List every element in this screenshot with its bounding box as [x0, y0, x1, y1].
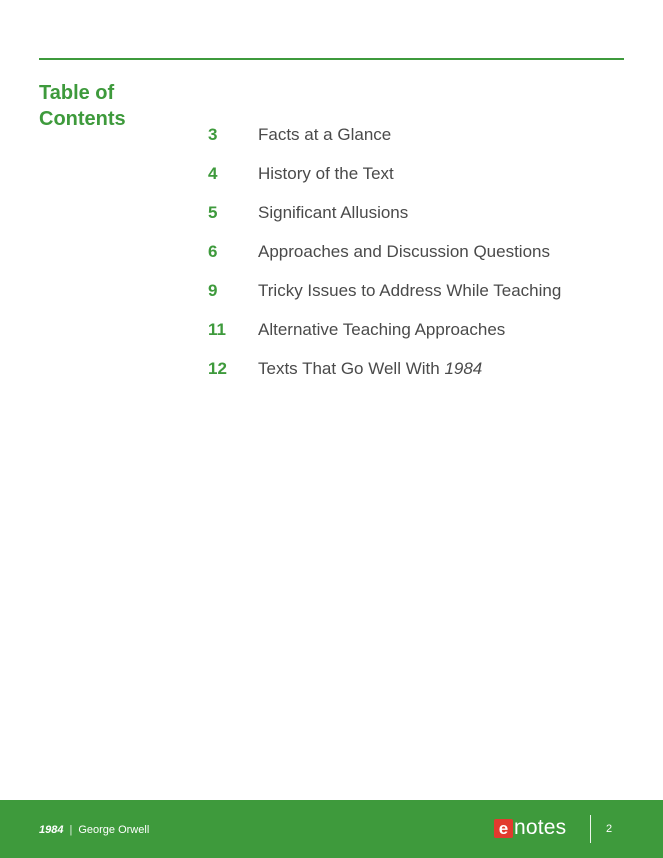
toc-entry-title-text: Texts That Go Well With	[258, 359, 445, 378]
toc-page-number: 3	[208, 125, 218, 144]
toc-entry-title	[258, 356, 638, 382]
enotes-logo	[494, 816, 566, 840]
toc-row[interactable]	[0, 356, 663, 382]
footer-bar	[0, 800, 663, 858]
logo-e-mark: e	[494, 819, 513, 838]
footer-divider	[590, 815, 591, 843]
toc-page-number: 6	[208, 242, 218, 261]
toc-entry-title: Significant Allusions	[258, 203, 409, 222]
footer-author: George Orwell	[78, 824, 150, 836]
toc-row[interactable]	[0, 317, 663, 343]
logo-wordmark: notes	[514, 816, 567, 839]
toc-entry-title: History of the Text	[258, 164, 394, 183]
footer-book-title: 1984	[39, 824, 64, 836]
toc-row[interactable]	[0, 122, 663, 148]
toc-entry-title-italic: 1984	[444, 359, 483, 378]
toc-entry-title: Facts at a Glance	[258, 125, 392, 144]
toc-entry-title: Tricky Issues to Address While Teaching	[258, 281, 562, 300]
toc-entry-title: Approaches and Discussion Questions	[258, 242, 550, 261]
top-rule	[39, 58, 624, 60]
toc-heading: Table of Contents	[39, 82, 126, 130]
footer-citation	[39, 822, 149, 838]
toc-page-number: 9	[208, 281, 218, 300]
toc-page-number: 11	[208, 320, 226, 339]
toc-page-number: 12	[208, 359, 227, 378]
toc-page-number: 4	[208, 164, 218, 183]
toc-row[interactable]	[0, 161, 663, 187]
toc-page-number: 5	[208, 203, 218, 222]
toc-entry-title: Alternative Teaching Approaches	[258, 320, 506, 339]
toc-row[interactable]	[0, 239, 663, 265]
footer-separator: |	[69, 824, 73, 836]
toc-row[interactable]	[0, 200, 663, 226]
toc-row[interactable]	[0, 278, 663, 304]
page-number: 2	[606, 823, 613, 835]
